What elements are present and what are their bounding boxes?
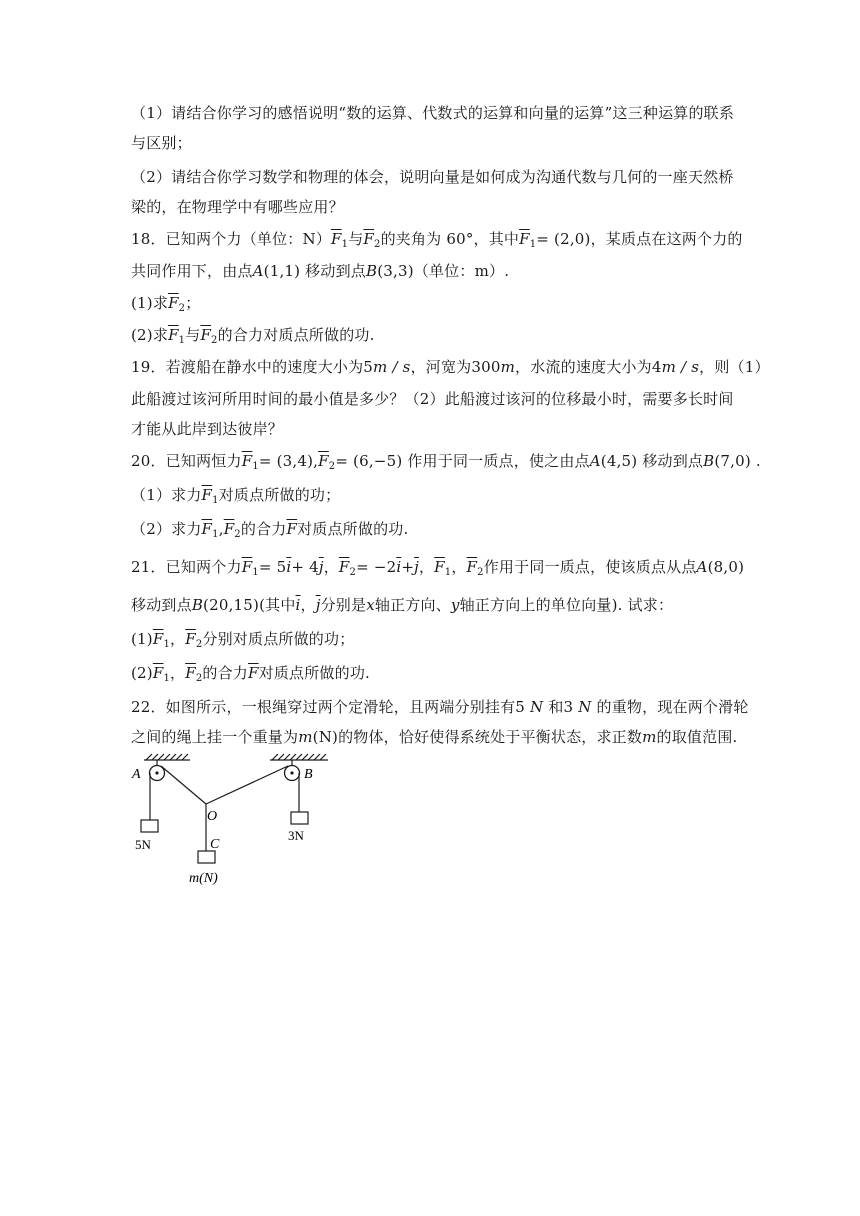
- question-21-part-2: $(2)\overline{F}_1$，$\overline{F}_2$的合力$\overline{F}$对质点所做的功.: [131, 664, 370, 684]
- text-line-2: 与区别；: [131, 134, 192, 152]
- question-21-line-2: 移动到点B(20,15)(其中$\overline{i}$，$\overline{j}$分别是x轴正方向、y轴正方向上的单位向量). 试求：: [131, 596, 674, 614]
- question-20-part-1: （1）求力$\overline{F}_1$对质点所做的功；: [131, 486, 341, 506]
- weight-right-box: [291, 812, 308, 824]
- question-21-part-1: $(1)\overline{F}_1$，$\overline{F}_2$分别对质点所做的功；: [131, 630, 355, 650]
- question-21-line-1: 21．已知两个力$\overline{F}_1= 5\overline{i}+ 4\overline{j}$，$\overline{F}_2= -2\overline{i}+\overline{j}$，$\overline{F}_1$，$\overline{F}_2$作用于同一质点，使该质点从点A(8,0): [131, 558, 745, 578]
- text-line-1: （1）请结合你学习的感悟说明“数的运算、代数式的运算和向量的运算”这三种运算的联系: [131, 104, 735, 122]
- rope-o-to-b: [206, 766, 288, 804]
- text-line-3: （2）请结合你学习数学和物理的体会，说明向量是如何成为沟通代数与几何的一座天然桥: [131, 168, 734, 186]
- weight-middle-label: m(N): [189, 871, 218, 886]
- weight-left-label: 5N: [135, 837, 151, 852]
- question-20-part-2: （2）求力$\overline{F}_1,\overline{F}_2$的合力$\overline{F}$对质点所做的功.: [131, 520, 409, 540]
- label-c: C: [210, 837, 220, 852]
- question-20-line-1: 20．已知两恒力$\overline{F}_1= (3,4),\overline{F}_2= (6,-5)$ 作用于同一质点，使之由点A(4,5) 移动到点B(7,0) .: [131, 452, 761, 472]
- question-18-part-1: (1)求$\overline{F}_2$；: [131, 294, 201, 314]
- question-22-line-1: 22．如图所示，一根绳穿过两个定滑轮，且两端分别挂有5 N 和3 N 的重物，现在两个滑轮: [131, 698, 749, 716]
- label-b: B: [304, 767, 313, 782]
- question-18-line-1: 18．已知两个力（单位：$N)\overline{F}_1$与$\overline{F}_2$的夹角为 60°，其中$\overline{F}_1= (2,0)$，某质点在这两个力的: [131, 230, 743, 250]
- text-line-4: 梁的，在物理学中有哪些应用？: [131, 198, 344, 216]
- pulley-a-axle: [155, 771, 158, 774]
- pulley-diagram: [128, 752, 340, 892]
- weight-left-box: [141, 820, 158, 832]
- question-19-line-2: 此船渡过该河所用时间的最小值是多少？（2）此船渡过该河的位移最小时，需要多长时间: [131, 390, 734, 408]
- weight-middle-box: [198, 851, 215, 863]
- ceiling-right: [270, 754, 328, 760]
- label-o: O: [207, 809, 218, 824]
- question-22-line-2: 之间的绳上挂一个重量为m(N)的物体，恰好使得系统处于平衡状态，求正数m的取值范围.: [131, 728, 738, 746]
- question-18-part-2: (2)求$\overline{F}_1$与$\overline{F}_2$的合力对质点所做的功.: [131, 326, 375, 346]
- label-a: A: [132, 767, 141, 782]
- rope-a-to-o: [161, 766, 206, 804]
- question-19-line-3: 才能从此岸到达彼岸？: [131, 420, 284, 438]
- ceiling-left: [144, 754, 190, 760]
- question-18-line-2: 共同作用下，由点A(1,1) 移动到点B(3,3)（单位：m）.: [131, 262, 510, 280]
- pulley-b-axle: [290, 771, 293, 774]
- question-19-line-1: 19．若渡船在静水中的速度大小为5m / s，河宽为300m，水流的速度大小为4m / s，则（1）: [131, 358, 770, 376]
- weight-right-label: 3N: [288, 828, 304, 843]
